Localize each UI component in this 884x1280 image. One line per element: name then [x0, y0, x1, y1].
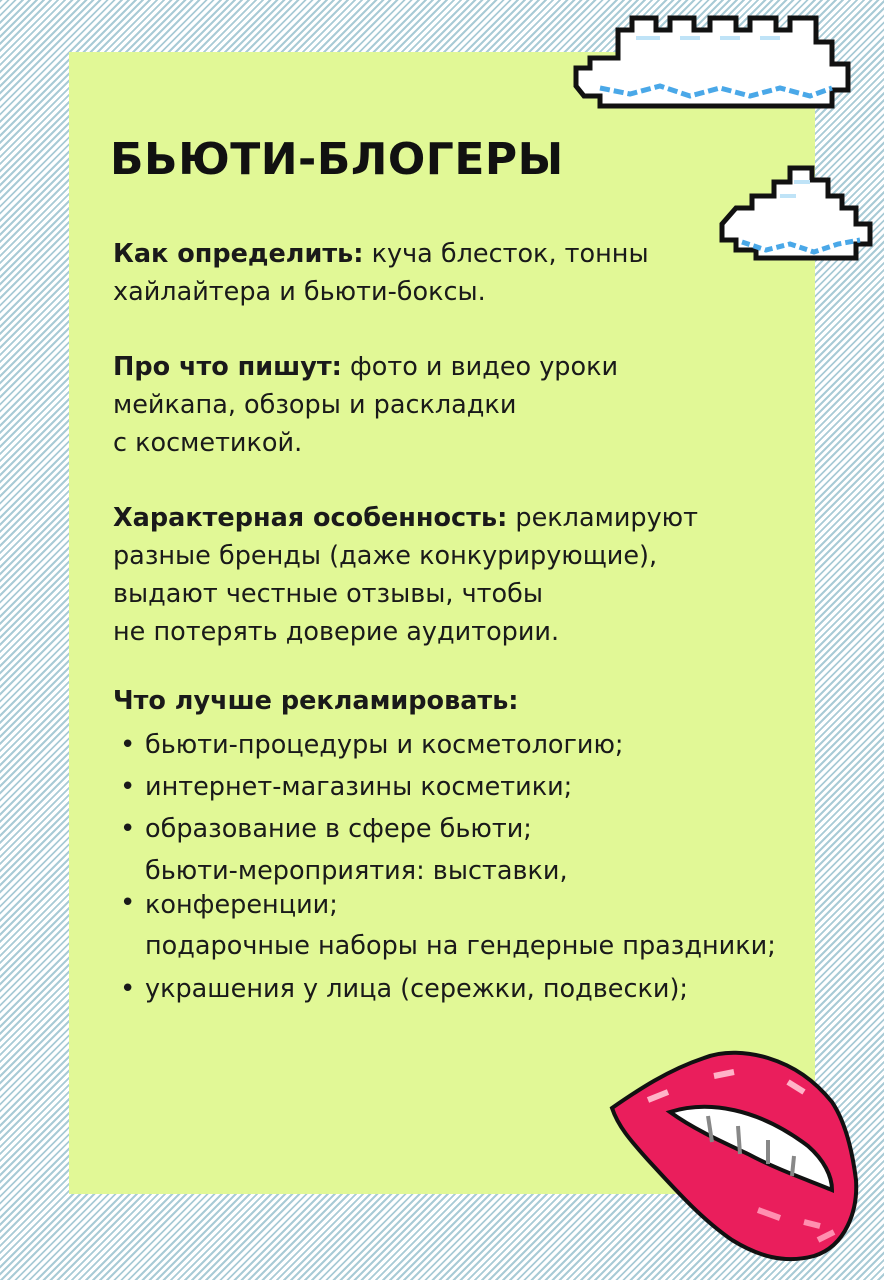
ad-list	[113, 728, 793, 1006]
section-topics	[113, 348, 618, 462]
list-heading: Что лучше рекламировать:	[113, 686, 519, 716]
pixel-lips-icon	[608, 1050, 860, 1264]
section-feature	[113, 499, 698, 651]
bullet-icon: •	[120, 974, 136, 1004]
bullet-icon: •	[120, 814, 136, 844]
section-text: куча блесток, тонны хайлайтера и бьюти-боксы.	[113, 239, 649, 307]
pixel-cloud-icon	[570, 8, 856, 114]
list-item: подарочные наборы на гендерные праздники;	[145, 931, 776, 961]
section-text: фото и видео уроки мейкапа, обзоры и раскладки с косметикой.	[113, 352, 619, 458]
bullet-icon: •	[120, 730, 136, 760]
list-item: • бьюти-процедуры и косметологию;	[120, 730, 624, 760]
list-item: • украшения у лица (сережки, подвески);	[120, 974, 689, 1004]
section-label: Как определить:	[113, 239, 364, 269]
bullet-icon: •	[120, 888, 136, 918]
list-item: • бьюти-мероприятия: выставки, конференции;	[120, 856, 568, 920]
section-text: рекламируют разные бренды (даже конкурирующие), выдают честные отзывы, чтобы не потерять доверие аудитории.	[113, 503, 698, 647]
list-item: • образование в сфере бьюти;	[120, 814, 532, 844]
list-item: • интернет-магазины косметики;	[120, 772, 573, 802]
pixel-cloud-icon	[716, 160, 876, 272]
bullet-icon: •	[120, 772, 136, 802]
section-label: Про что пишут:	[113, 352, 342, 382]
section-label: Характерная особенность:	[113, 503, 508, 533]
section-how-to-identify	[113, 235, 649, 311]
page-title: БЬЮТИ-БЛОГЕРЫ	[110, 134, 564, 185]
